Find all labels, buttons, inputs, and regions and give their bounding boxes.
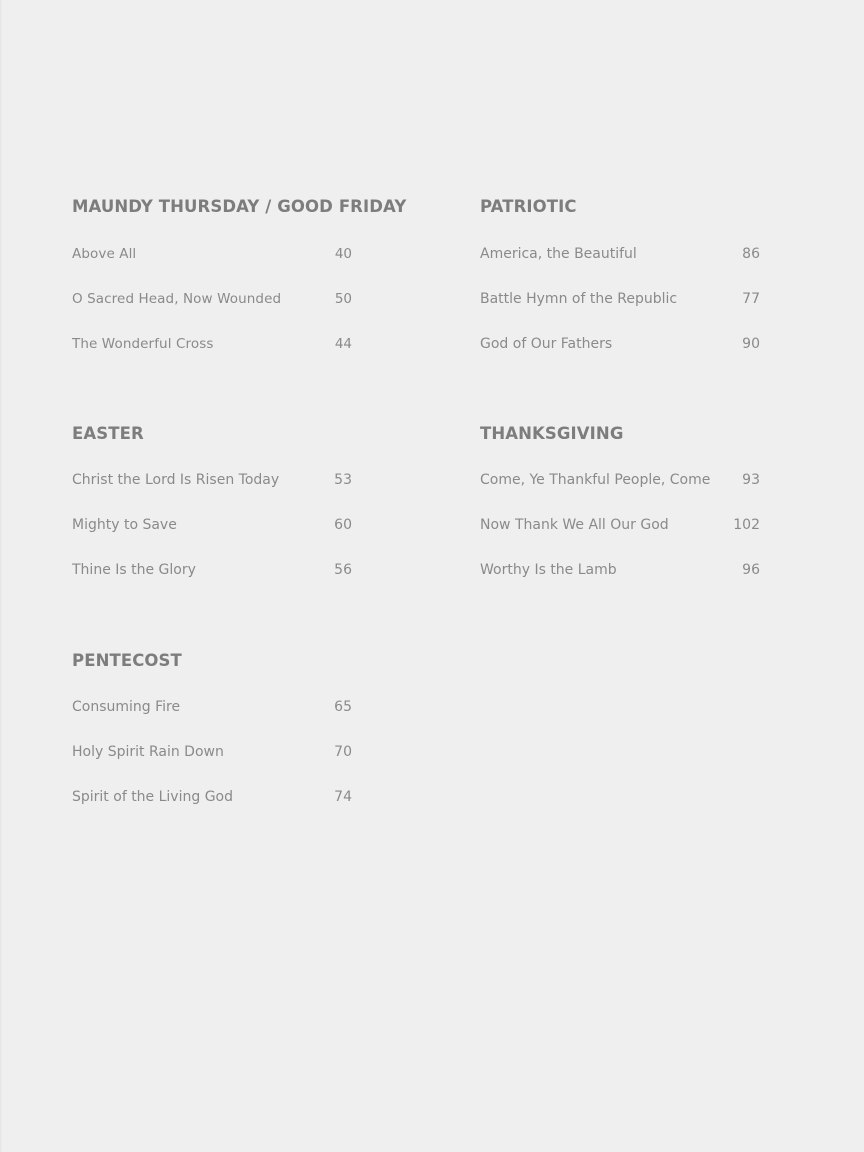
page-number: 60 bbox=[334, 517, 352, 533]
page-number: 77 bbox=[742, 291, 760, 307]
page-edge bbox=[0, 0, 2, 1152]
page-number: 56 bbox=[334, 562, 352, 578]
song-title: Christ the Lord Is Risen Today bbox=[72, 472, 280, 488]
song-title: America, the Beautiful bbox=[480, 246, 637, 262]
song-title: Consuming Fire bbox=[72, 699, 181, 715]
song-title: Worthy Is the Lamb bbox=[480, 562, 617, 578]
page-number: 93 bbox=[742, 472, 760, 488]
list-item bbox=[72, 742, 362, 762]
song-title: The Wonderful Cross bbox=[72, 336, 214, 352]
list-item bbox=[480, 560, 770, 580]
list-item bbox=[480, 515, 770, 535]
list-item bbox=[72, 289, 362, 309]
list-item bbox=[480, 470, 770, 490]
list-item bbox=[72, 244, 362, 264]
song-title: O Sacred Head, Now Wounded bbox=[72, 291, 282, 307]
page-number: 96 bbox=[742, 562, 760, 578]
page-number: 53 bbox=[334, 472, 352, 488]
page-number: 86 bbox=[742, 246, 760, 262]
section-title: EASTER bbox=[72, 424, 144, 443]
song-title: Above All bbox=[72, 246, 137, 262]
section-title: THANKSGIVING bbox=[480, 424, 624, 443]
page-number: 40 bbox=[334, 246, 352, 262]
page-number: 74 bbox=[334, 789, 352, 805]
song-title: Spirit of the Living God bbox=[72, 789, 233, 805]
song-title: Mighty to Save bbox=[72, 517, 177, 533]
section-title: MAUNDY THURSDAY / GOOD FRIDAY bbox=[72, 197, 407, 216]
page-number: 50 bbox=[334, 291, 352, 307]
section-title: PENTECOST bbox=[72, 651, 182, 670]
song-title: Now Thank We All Our God bbox=[480, 517, 669, 533]
list-item bbox=[480, 244, 770, 264]
page-number: 70 bbox=[334, 744, 352, 760]
list-item bbox=[72, 515, 362, 535]
list-item bbox=[72, 697, 362, 717]
song-title: Thine Is the Glory bbox=[72, 562, 196, 578]
list-item bbox=[72, 334, 362, 354]
section-title: PATRIOTIC bbox=[480, 197, 577, 216]
page-number: 102 bbox=[733, 517, 760, 533]
song-title: Battle Hymn of the Republic bbox=[480, 291, 678, 307]
page-number: 90 bbox=[742, 336, 760, 352]
list-item bbox=[72, 787, 362, 807]
list-item bbox=[480, 334, 770, 354]
page-number: 44 bbox=[334, 336, 352, 352]
song-title: Holy Spirit Rain Down bbox=[72, 744, 224, 760]
song-title: Come, Ye Thankful People, Come bbox=[480, 472, 711, 488]
list-item bbox=[480, 289, 770, 309]
page-number: 65 bbox=[334, 699, 352, 715]
song-title: God of Our Fathers bbox=[480, 336, 613, 352]
list-item bbox=[72, 470, 362, 490]
list-item bbox=[72, 560, 362, 580]
